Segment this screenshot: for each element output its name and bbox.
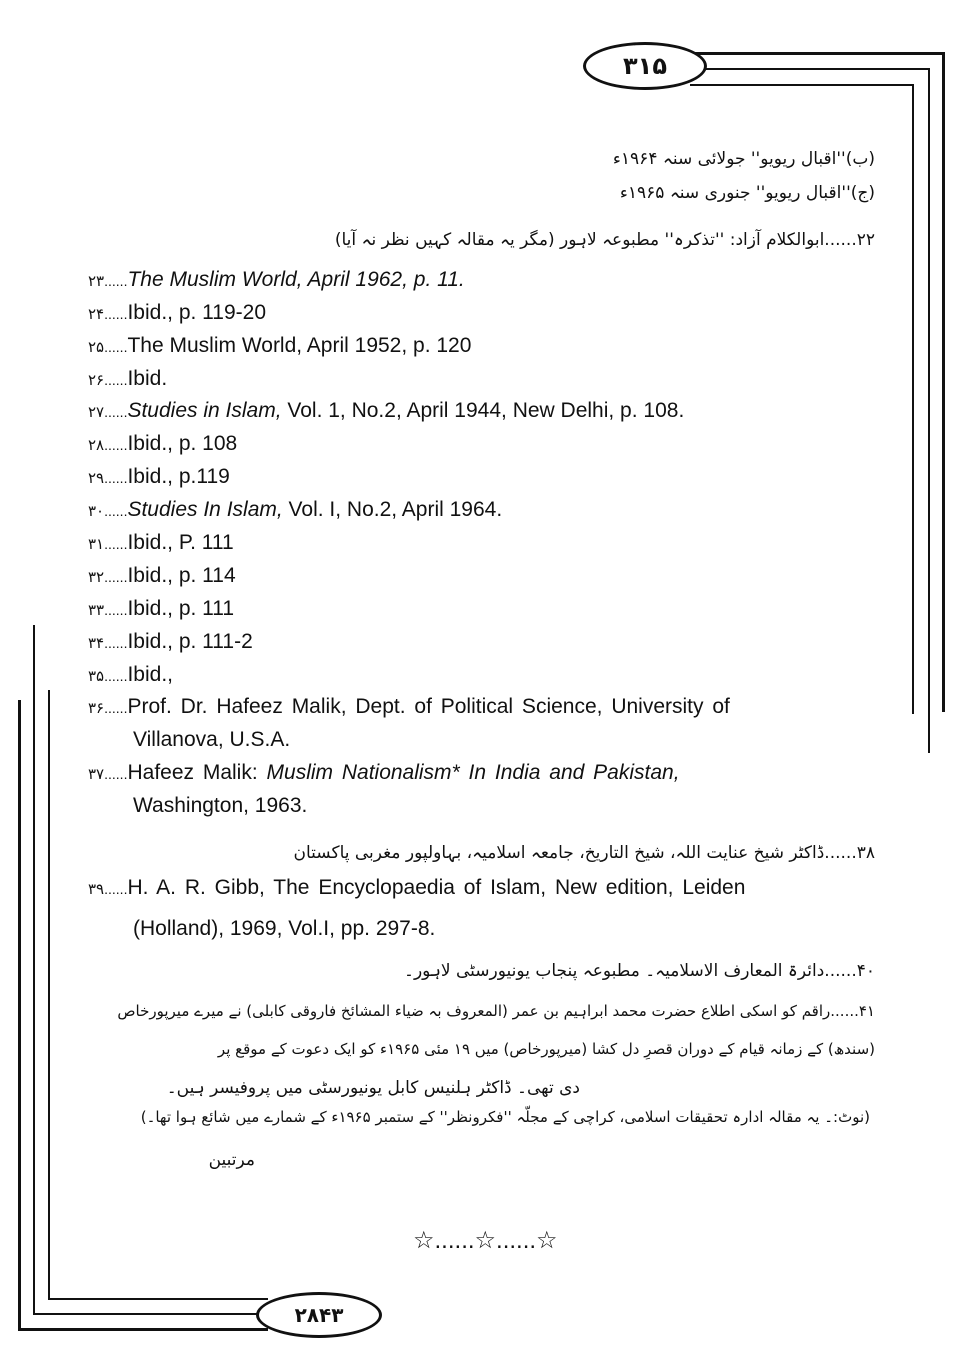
footnote-41: ۴۱......راقم کو اسکی اطلاع حضرت محمد ابراہیم بن عمر (المعروف بہ ضیاء المشائخ فاروقی کابلی) نے میرے میرپورخاص [117, 1002, 875, 1020]
footnote-26 [88, 367, 167, 391]
footnote-37 [88, 761, 680, 785]
footnote-text: Hafeez Malik: [127, 761, 267, 784]
footnote-number: ۳۶ [88, 699, 105, 717]
leader-dots: ...... [104, 372, 128, 388]
footnote-italic-title: Studies in Islam, [127, 399, 282, 422]
footnote-text: Ibid., p. 111 [127, 597, 235, 620]
footnote-text: Ibid. [127, 367, 168, 390]
frame-line [48, 1298, 268, 1300]
frame-line [18, 700, 21, 1330]
frame-line [928, 68, 930, 753]
footnote-number: ۲۹ [88, 469, 105, 487]
note: (نوٹ:۔ یہ مقالہ ادارہ تحقیقات اسلامی، کراچی کے مجلّہ ''فکرونظر'' کے ستمبر ۱۹۶۵ء کے شمارے میں شائع ہوا تھا۔) [140, 1108, 870, 1126]
footnote-28 [88, 432, 237, 456]
separator-stars: ☆......☆......☆ [413, 1227, 558, 1254]
footnote-italic-title: The Muslim World, April 1962, p. 11. [127, 268, 465, 291]
leader-dots: ...... [104, 503, 128, 519]
footnote-number: ۲۴ [88, 305, 105, 323]
footnote-41-continued: دی تھی۔ ڈاکٹر ہلنیس کابل یونیورسٹی میں پروفیسر ہیں۔ [166, 1078, 580, 1098]
leader-dots: ...... [104, 273, 128, 289]
footnote-number: ۳۰ [88, 502, 105, 520]
urdu-line: (ج)''اقبال ریویو'' جنوری سنہ ۱۹۶۵ء [619, 183, 875, 203]
leader-dots: ...... [104, 306, 128, 322]
footnote-text: Ibid., [127, 663, 173, 686]
footnote-number: ۳۵ [88, 667, 105, 685]
urdu-line: (ب)''اقبال ریویو'' جولائی سنہ ۱۹۶۴ء [612, 149, 875, 169]
footnote-number: ۳۲ [88, 568, 105, 586]
footnote-text: Ibid., P. 111 [127, 531, 234, 554]
leader-dots: ...... [104, 700, 128, 716]
footnote-italic-title: Muslim Nationalism* In India and Pakistan, [266, 761, 680, 784]
leader-dots: ...... [104, 339, 128, 355]
frame-line [18, 1328, 268, 1331]
footnote-31 [88, 531, 234, 555]
footnote-27 [88, 399, 684, 423]
leader-dots: ...... [104, 668, 128, 684]
footnote-40: ۴۰......دائرۃ المعارف الاسلامیہ۔ مطبوعہ پنجاب یونیورسٹی لاہور۔ [404, 961, 875, 981]
footnote-number: ۳۹ [88, 880, 105, 898]
frame-line [33, 1313, 268, 1315]
frame-line [690, 68, 930, 70]
footnote-text: Vol. I, No.2, April 1964. [282, 498, 503, 521]
leader-dots: ...... [104, 602, 128, 618]
footnote-text: Ibid., p.119 [127, 465, 230, 488]
footnote-35 [88, 663, 173, 687]
footnote-30 [88, 498, 502, 522]
leader-dots: ...... [104, 470, 128, 486]
footnote-41-continued: (سندھ) کے زمانہ قیام کے دوران قصرِ دل کشا (میرپورخاص) میں ۱۹ مئی ۱۹۶۵ء کو ایک دعوت کے موقع پر [217, 1040, 875, 1058]
footnote-number: ۲۵ [88, 338, 105, 356]
footnote-36-continued: Villanova, U.S.A. [133, 728, 291, 751]
leader-dots: ...... [104, 536, 128, 552]
footnote-25 [88, 334, 471, 358]
leader-dots: ...... [104, 404, 128, 420]
page-number-top: ۳۱۵ [583, 42, 707, 90]
footnote-number: ۳۳ [88, 601, 105, 619]
footnote-number: ۲۶ [88, 371, 105, 389]
frame-line [33, 625, 35, 1315]
footnote-text: Prof. Dr. Hafeez Malik, Dept. of Political Science, University of [127, 695, 730, 718]
footnote-38: ۳۸......ڈاکٹر شیخ عنایت اللہ، شیخ التاریخ، جامعہ اسلامیہ، بہاولپور مغربی پاکستان [293, 843, 875, 863]
footnote-number: ۲۳ [88, 272, 105, 290]
leader-dots: ...... [104, 766, 128, 782]
footnote-number: ۳۷ [88, 765, 105, 783]
leader-dots: ...... [104, 569, 128, 585]
footnote-23 [88, 268, 465, 292]
footnote-29 [88, 465, 230, 489]
leader-dots: ...... [104, 437, 128, 453]
footnote-text: Ibid., p. 119-20 [127, 301, 267, 324]
footnote-22: ۲۲......ابوالکلام آزاد: ''تذکرہ'' مطبوعہ لاہور (مگر یہ مقالہ کہیں نظر نہ آیا) [334, 230, 875, 250]
footnote-39-continued: (Holland), 1969, Vol.I, pp. 297-8. [133, 917, 436, 940]
footnote-text: Ibid., p. 111-2 [127, 630, 253, 653]
frame-line [48, 690, 50, 1300]
frame-line [942, 52, 945, 712]
frame-line [912, 84, 914, 714]
frame-line [690, 52, 945, 55]
page-number-bottom: ۲۸۴۳ [256, 1292, 382, 1338]
footnote-text: Vol. 1, No.2, April 1944, New Delhi, p. 108. [281, 399, 685, 422]
footnote-33 [88, 597, 234, 621]
footnote-text: H. A. R. Gibb, The Encyclopaedia of Islam, New edition, Leiden [127, 876, 746, 899]
footnote-number: ۳۴ [88, 634, 105, 652]
footnote-text: Ibid., p. 114 [127, 564, 236, 587]
leader-dots: ...... [104, 881, 128, 897]
footnote-text: Ibid., p. 108 [127, 432, 238, 455]
footnote-number: ۲۷ [88, 403, 105, 421]
footnote-39 [88, 876, 745, 900]
leader-dots: ...... [104, 635, 128, 651]
footnote-text: The Muslim World, April 1952, p. 120 [127, 334, 472, 357]
footnote-italic-title: Studies In Islam, [127, 498, 283, 521]
footnote-24 [88, 301, 266, 325]
footnote-number: ۲۸ [88, 436, 105, 454]
footnote-37-continued: Washington, 1963. [133, 794, 308, 817]
footnote-36 [88, 695, 730, 719]
footnote-number: ۳۱ [88, 535, 105, 553]
compilers-signature: مرتبین [208, 1150, 255, 1170]
footnote-34 [88, 630, 253, 654]
frame-line [690, 84, 914, 86]
footnote-32 [88, 564, 236, 588]
